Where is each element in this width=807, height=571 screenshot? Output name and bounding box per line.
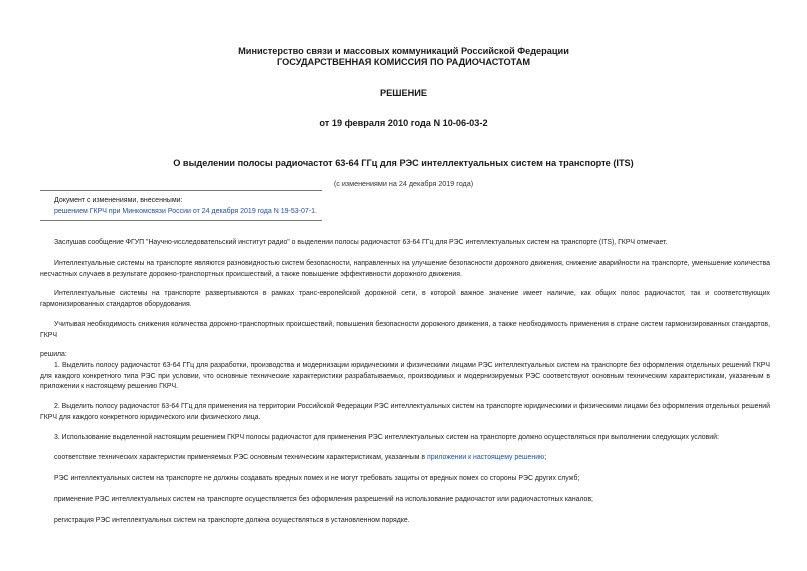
amendment-note: (с изменениями на 24 декабря 2019 года) bbox=[333, 179, 474, 188]
document-type: РЕШЕНИЕ bbox=[380, 88, 427, 98]
changes-box bbox=[40, 190, 322, 221]
condition-characteristics-text: соответствие технических характеристик применяемых РЭС основным техническим характеристикам, указанным в bbox=[54, 454, 427, 461]
condition-characteristics bbox=[40, 453, 770, 464]
paragraph-its-definition: Интеллектуальные системы на транспорте являются разновидностью систем безопасности, направленных на улучшение безопасности дорожного движения, снижение аварийности на транспорте, уменьшение количества несчастных случаев в результате дорожно-транспортных происшествий, а также повышение эффективности дорожного движения. bbox=[40, 260, 770, 278]
condition-characteristics-end: ; bbox=[544, 454, 547, 461]
commission-name: ГОСУДАРСТВЕННАЯ КОМИССИЯ ПО РАДИОЧАСТОТАМ bbox=[277, 57, 530, 67]
paragraph-its-network: Интеллектуальные системы на транспорте развертываются в рамках транс-европейской дорожной сети, в которой важное значение имеет наличие, как общих полос радиочастот, так и соответствующих гармонизированных стандартов оборудования. bbox=[40, 290, 770, 308]
changes-intro: Документ с изменениями, внесенными: bbox=[54, 197, 183, 204]
condition-no-interference: РЭС интеллектуальных систем на транспорте не должны создавать вредных помех и не могут требовать защиты от вредных помех со стороны РЭС других служб; bbox=[54, 475, 580, 482]
condition-no-permits: применение РЭС интеллектуальных систем на транспорте осуществляется без оформления разрешений на использование радиочастот или радиочастотных каналов; bbox=[54, 496, 593, 503]
paragraph-hearing: Заслушав сообщение ФГУП "Научно-исследовательский институт радио" о выделении полосы радиочастот 63-64 ГГц для РЭС интеллектуальных систем на транспорте (ITS), ГКРЧ отмечает. bbox=[54, 239, 668, 246]
decision-item-1: 1. Выделить полосу радиочастот 63-64 ГГц для разработки, производства и модернизации юридическими и физическими лицами РЭС интеллектуальных систем на транспорте без оформления отдельных решений ГКРЧ для каждого конкретного типа РЭС при условии, что основные технические характеристики разрабатываемых, производимых и модернизируемых РЭС соответствуют основным техническим характеристикам, указанным в приложении к настоящему решению ГКРЧ. bbox=[40, 362, 770, 391]
changes-link[interactable]: решением ГКРЧ при Минкомсвязи России от 24 декабря 2019 года N 19-53-07-1. bbox=[54, 208, 317, 215]
changes-top-rule bbox=[40, 190, 322, 191]
condition-registration: регистрация РЭС интеллектуальных систем на транспорте должна осуществляться в установленном порядке. bbox=[54, 517, 410, 524]
document-title: О выделении полосы радиочастот 63-64 ГГц для РЭС интеллектуальных систем на транспорте (ITS) bbox=[173, 158, 634, 168]
paragraph-considering: Учитывая необходимость снижения количества дорожно-транспортных происшествий, повышения безопасности дорожного движения, а также необходимость применения в стране систем гармонизированных стандартов, ГКРЧ bbox=[40, 321, 770, 339]
decision-item-2: 2. Выделить полосу радиочастот 63-64 ГГц для применения на территории Российской Федерации РЭС интеллектуальных систем на транспорте юридическими и физическими лицами без оформления отдельных решений ГКРЧ для каждого конкретного юридического или физического лица. bbox=[40, 403, 770, 421]
appendix-link[interactable]: приложении к настоящему решению bbox=[426, 454, 545, 461]
decision-item-3: 3. Использование выделенной настоящим решением ГКРЧ полосы радиочастот для применения РЭС интеллектуальных систем на транспорте должно осуществляться при выполнении следующих условий: bbox=[54, 434, 719, 441]
document-date-number: от 19 февраля 2010 года N 10-06-03-2 bbox=[319, 118, 488, 128]
decided-label: решила: bbox=[40, 351, 67, 358]
changes-bottom-rule bbox=[40, 220, 322, 221]
ministry-name: Министерство связи и массовых коммуникаций Российской Федерации bbox=[238, 46, 569, 56]
